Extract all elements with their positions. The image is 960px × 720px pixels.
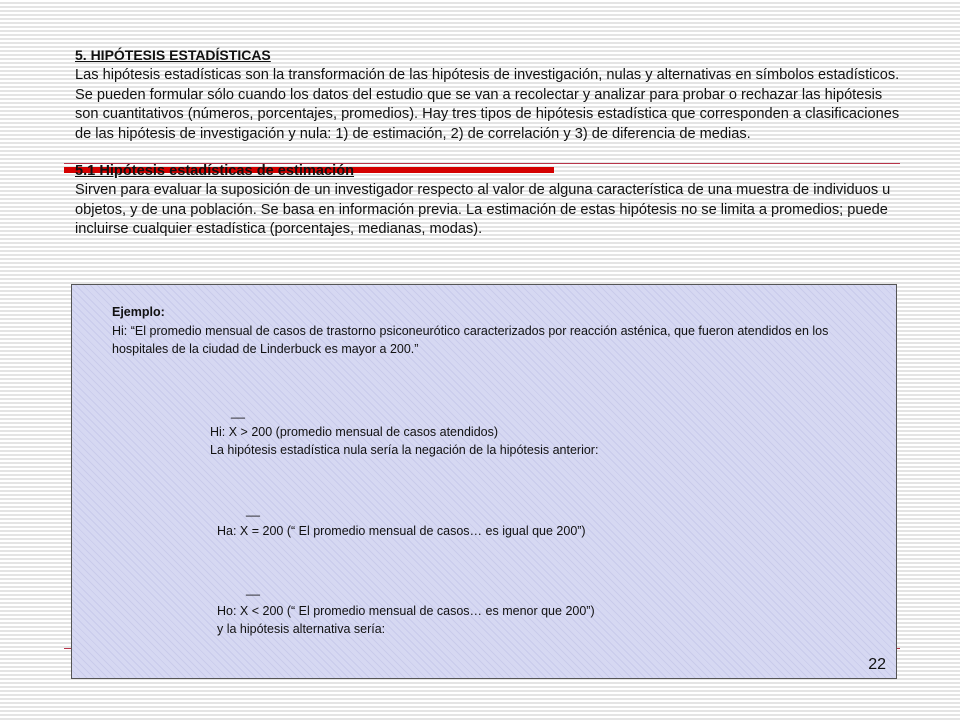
example-hypothesis-text: Hi: “El promedio mensual de casos de trastorno psiconeurótico caracterizados por reacción asténica, que fueron atendidos en los hospitales de la ciudad de Linderbuck es mayor a 200.” <box>112 324 829 356</box>
page-number: 22 <box>868 656 886 673</box>
ho-statistical-hypothesis: Ho: X < 200 (“ El promedio mensual de casos… es menor que 200”) <box>217 604 595 618</box>
subsection-body: Sirven para evaluar la suposición de un investigador respecto al valor de alguna característica de una muestra de individuos u objetos, y de una población. Se basa en información previa. La estimación de estas hipótesis no se limita a promedios; puede incluirse cualquier estadística (porcentajes, medianas, modas). <box>75 182 891 238</box>
section-title: 5. HIPÓTESIS ESTADÍSTICAS <box>75 47 271 63</box>
ha-statistical-hypothesis: Ha: X = 200 (“ El promedio mensual de casos… es igual que 200”) <box>217 524 586 538</box>
example-label: Ejemplo: <box>112 305 165 319</box>
hi-statistical-hypothesis: Hi: X > 200 (promedio mensual de casos atendidos) <box>210 425 499 439</box>
hi-overbar: __ <box>231 405 245 419</box>
ho-overbar: __ <box>246 582 260 596</box>
ha-overbar: __ <box>246 503 260 517</box>
null-hypothesis-note: La hipótesis estadística nula sería la negación de la hipótesis anterior: <box>210 443 599 457</box>
subsection-title: 5.1 Hipótesis estadísticas de estimación <box>75 163 355 179</box>
alternative-hypothesis-note: y la hipótesis alternativa sería: <box>217 622 386 636</box>
section-body: Las hipótesis estadísticas son la transformación de las hipótesis de investigación, nulas y alternativas en símbolos estadísticos. Se pueden formular sólo cuando los datos del estudio que se van a recolectar y analizar para probar o rechazar las hipótesis son cuantitativos (números, porcentajes, promedios). Hay tres tipos de hipótesis estadística que corresponden a clasificaciones de las hipótesis de investigación y nula: 1) de estimación, 2) de correlación y 3) de diferencia de medias. <box>75 67 900 142</box>
example-box <box>71 284 897 679</box>
